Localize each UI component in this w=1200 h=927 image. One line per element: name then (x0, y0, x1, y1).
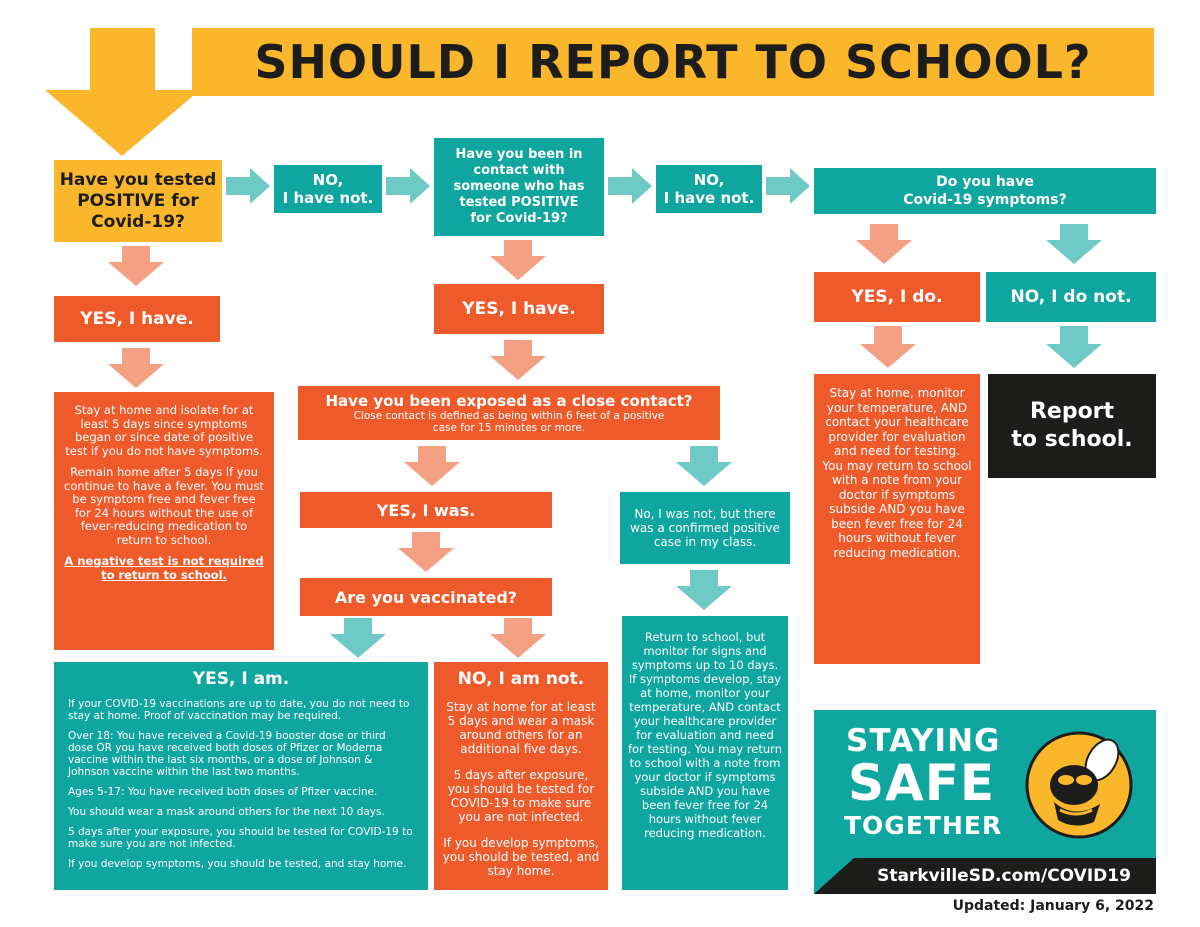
yes-contact-box: YES, I have. (434, 284, 604, 334)
return-monitor-box: Return to school, but monitor for signs and symptoms up to 10 days. If symptoms develop, stay at home, monitor your temperature, AND contact your healthcare provider for evaluation and need for testing. You may return to school with a note from your doctor if symptoms subside AND you have been fever free for 24 hours without fever reducing medication. (622, 616, 788, 890)
page-title: SHOULD I REPORT TO SCHOOL? (254, 35, 1092, 89)
yes-vaccinated-box: YES, I am. If your COVID-19 vaccinations are up to date, you do not need to stay at home. Proof of vaccination may be required. Over 18: You have received a Covid-19 booster dose or third dose OR you have received both doses of Pfizer or Moderna vaccine within the last six months, or a dose of Johnson & Johnson vaccine within the last two months. Ages 5-17: You have received both doses of Pfizer vaccine. You should wear a mask around others for the next 10 days. 5 days after your exposure, you should be tested for COVID-19 to make sure you are not infected. If you develop symptoms, you should be tested, and stay home. (54, 662, 428, 890)
arrow-down-icon (676, 446, 732, 486)
close-contact-question: Have you been exposed as a close contact? Close contact is defined as being within 6 feet of a positive case for 15 minutes or more. (298, 386, 720, 440)
symptoms-question: Do you have Covid-19 symptoms? (814, 168, 1156, 214)
not-close-contact-box: No, I was not, but there was a confirmed positive case in my class. (620, 492, 790, 564)
arrow-down-icon (676, 570, 732, 610)
title-banner (192, 28, 1154, 96)
corner-triangle-icon (814, 858, 854, 894)
vaccinated-question: Are you vaccinated? (300, 578, 552, 616)
brand-safe: SAFE (848, 754, 996, 812)
yes-tested-positive-box: YES, I have. (54, 296, 220, 342)
brand-staying: STAYING (846, 723, 1001, 759)
no-not-contact-box: NO, I have not. (656, 165, 762, 213)
brand-together: TOGETHER (844, 811, 1003, 840)
not-vaccinated-box: NO, I am not. Stay at home for at least 5 days and wear a mask around others for an additional five days. 5 days after exposure, you should be tested for COVID-19 to make sure you are not infected. If you develop symptoms, you should be tested, and stay home. (434, 662, 608, 890)
no-symptoms-box: NO, I do not. (986, 272, 1156, 322)
yellow-jacket-mascot-icon (1024, 730, 1134, 840)
no-not-tested-box: NO, I have not. (274, 165, 382, 213)
arrow-down-icon (398, 532, 454, 572)
start-arrow-icon (40, 28, 205, 158)
arrow-down-icon (404, 446, 460, 486)
yes-symptoms-box: YES, I do. (814, 272, 980, 322)
url-bar (814, 858, 1156, 894)
website-link[interactable]: StarkvilleSD.com/COVID19 (877, 866, 1131, 886)
arrow-right-icon (766, 168, 810, 204)
arrow-down-icon (490, 618, 546, 658)
yes-vaccinated-heading: YES, I am. (192, 669, 290, 689)
arrow-down-icon (860, 326, 916, 368)
report-to-school-box: Report to school. (988, 374, 1156, 478)
arrow-right-icon (226, 168, 270, 204)
contact-question: Have you been in contact with someone who has tested POSITIVE for Covid-19? (434, 138, 604, 236)
arrow-down-icon (1046, 326, 1102, 368)
arrow-down-icon (1046, 224, 1102, 264)
arrow-down-icon (330, 618, 386, 658)
updated-date: Updated: January 6, 2022 (952, 898, 1154, 914)
arrow-right-icon (386, 168, 430, 204)
not-vaccinated-heading: NO, I am not. (457, 669, 585, 689)
arrow-down-icon (490, 340, 546, 380)
arrow-down-icon (108, 348, 164, 388)
arrow-right-icon (608, 168, 652, 204)
yes-exposed-box: YES, I was. (300, 492, 552, 528)
tested-positive-question: Have you tested POSITIVE for Covid-19? (54, 160, 222, 242)
symptoms-instructions-box: Stay at home, monitor your temperature, AND contact your healthcare provider for evaluation and need for testing. You may return to school with a note from your doctor if symptoms subside AND you have been fever free for 24 hours without fever reducing medication. (814, 374, 980, 664)
arrow-down-icon (490, 240, 546, 280)
arrow-down-icon (108, 246, 164, 286)
positive-instructions-box: Stay at home and isolate for at least 5 days since symptoms began or since date of positive test if you do not have symptoms. Remain home after 5 days if you continue to have a fever. You must be symptom free and fever free for 24 hours without the use of fever-reducing medication to return to school. A negative test is not required to return to school. (54, 392, 274, 650)
staying-safe-panel (814, 710, 1156, 894)
arrow-down-icon (856, 224, 912, 264)
